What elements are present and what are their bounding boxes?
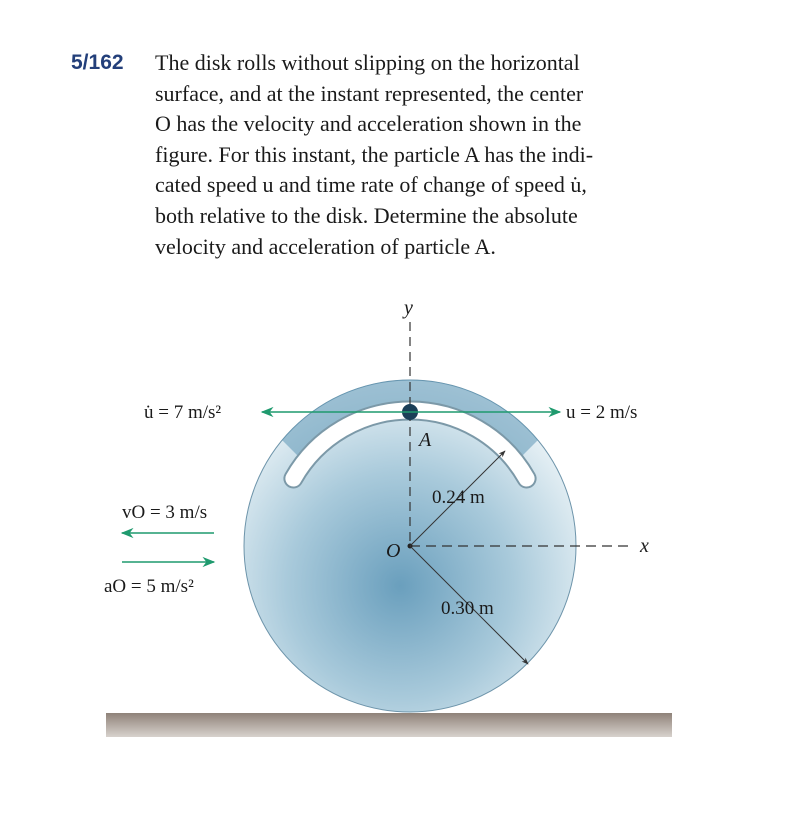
problem-line-3: O has the velocity and acceleration shown in the: [155, 111, 582, 137]
problem-line-6: both relative to the disk. Determine the absolute: [155, 202, 578, 228]
problem-line-7: velocity and acceleration of particle A.: [155, 233, 496, 259]
vo-label: vO = 3 m/s: [122, 502, 208, 523]
particle-a-label: A: [419, 429, 432, 451]
inner-radius-label: 0.24 m: [432, 487, 485, 508]
outer-radius-label: 0.30 m: [441, 598, 494, 619]
problem-line-2: surface, and at the instant represented, the center: [155, 80, 584, 106]
u-label: u = 2 m/s: [566, 402, 638, 423]
problem-line-4: figure. For this instant, the particle A has the indi-: [155, 141, 594, 167]
origin-label: O: [386, 540, 401, 562]
udot-label: u̇ = 7 m/s²: [144, 402, 222, 423]
problem-line-5: cated speed u and time rate of change of speed u̇,: [155, 172, 587, 198]
ground-surface: [106, 713, 672, 737]
problem-number: 5/162: [71, 51, 124, 74]
problem-line-1: The disk rolls without slipping on the horizontal: [155, 50, 580, 75]
ao-label: aO = 5 m/s²: [104, 576, 194, 597]
x-axis-label: x: [640, 535, 649, 557]
y-axis-label: y: [404, 297, 413, 319]
